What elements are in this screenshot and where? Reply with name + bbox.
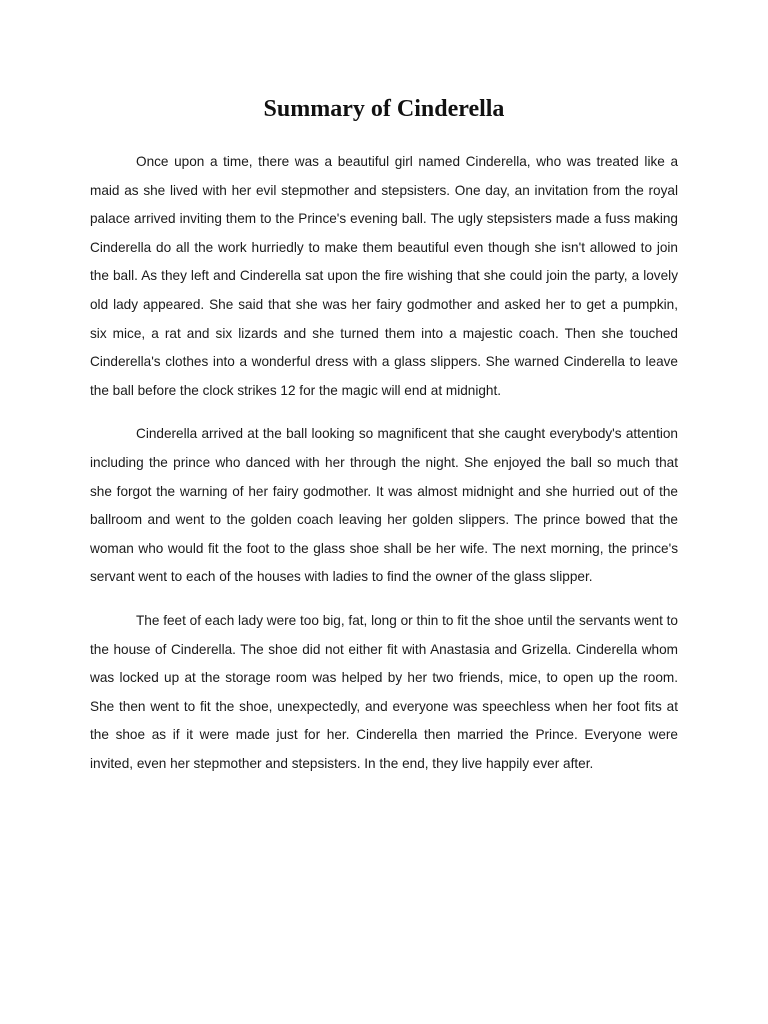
paragraph-2: Cinderella arrived at the ball looking so magnificent that she caught everybody's attention including the prince who danced with her through the night. She enjoyed the ball so much that she forgot the warning of her fairy godmother. It was almost midnight and she hurried out of the ballroom and went to the golden coach leaving her golden slippers. The prince bowed that the woman who would fit the foot to the glass shoe shall be her wife. The next morning, the prince's servant went to each of the houses with ladies to find the owner of the glass slipper. — [90, 426, 678, 585]
page-title: Summary of Cinderella — [263, 96, 505, 122]
paragraph-3: The feet of each lady were too big, fat, long or thin to fit the shoe until the servants went to the house of Cinderella. The shoe did not either fit with Anastasia and Grizella. Cinderella whom was locked up at the storage room was helped by her two friends, mice, to open up the room. She then went to fit the shoe, unexpectedly, and everyone was speechless when her foot fits at the shoe as if it were made just for her. Cinderella then married the Prince. Everyone were invited, even her stepmother and stepsisters. In the end, they live happily ever after. — [90, 612, 678, 771]
document-body — [90, 148, 678, 793]
paragraph-1: Once upon a time, there was a beautiful girl named Cinderella, who was treated like a maid as she lived with her evil stepmother and stepsisters. One day, an invitation from the royal palace arrived inviting them to the Prince's evening ball. The ugly stepsisters made a fuss making Cinderella do all the work hurriedly to make them beautiful even though she isn't allowed to join the ball. As they left and Cinderella sat upon the fire wishing that she could join the party, a lovely old lady appeared. She said that she was her fairy godmother and asked her to get a pumpkin, six mice, a rat and six lizards and she turned them into a majestic coach. Then she touched Cinderella's clothes into a wonderful dress with a glass slippers. She warned Cinderella to leave the ball before the clock strikes 12 for the magic will end at midnight. — [90, 154, 678, 398]
